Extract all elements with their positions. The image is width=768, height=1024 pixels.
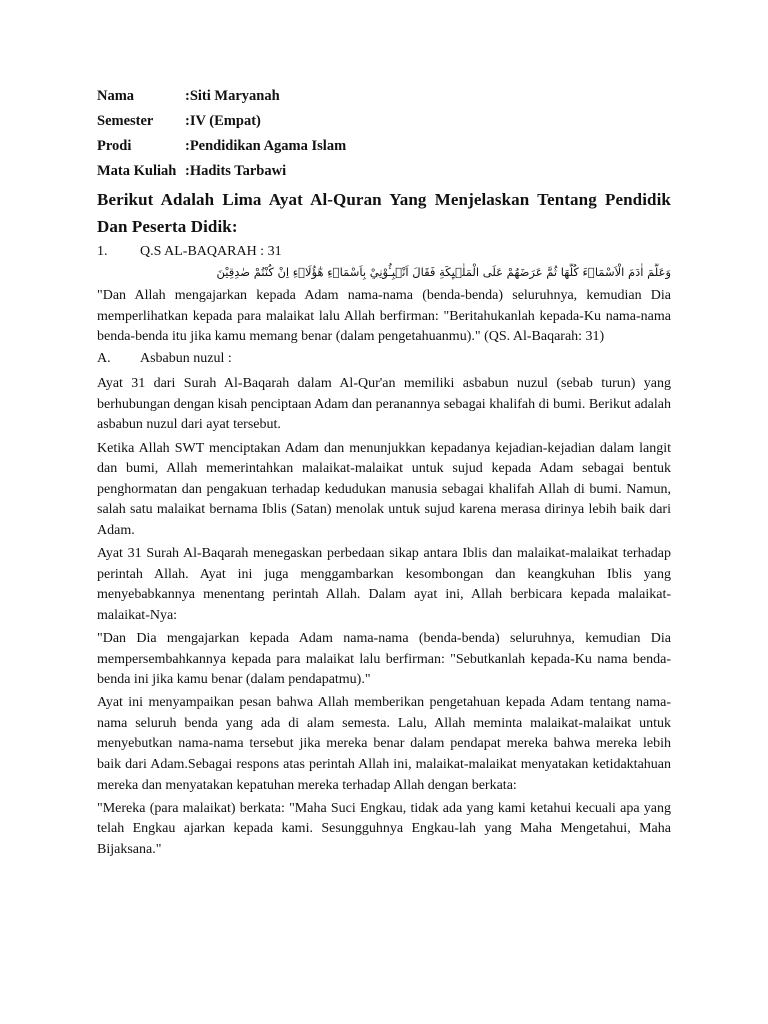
sub-heading-letter: A. xyxy=(97,351,111,367)
paragraph: Ayat 31 Surah Al-Baqarah menegaskan perbedaan sikap antara Iblis dan malaikat-malaikat terhadap perintah Allah. Ayat ini juga menggambarkan kesombongan dan keangkuhan Iblis yang menyebabkannya menentang perintah Allah. Dalam ayat ini, Allah berbicara kepada malaikat-malaikat-Nya: xyxy=(97,546,671,623)
info-row-semester xyxy=(97,111,671,136)
info-row-prodi xyxy=(97,136,671,161)
document-heading: Berikut Adalah Lima Ayat Al-Quran Yang Menjelaskan Tentang Pendidik Dan Peserta Didik: xyxy=(97,190,671,236)
info-row-nama xyxy=(97,86,671,111)
paragraph: Ketika Allah SWT menciptakan Adam dan menunjukkan kepadanya kejadian-kejadian dalam langit dan bumi, Allah memerintahkan malaikat-malaikat untuk sujud kepada Adam sebagai bentuk penghormatan dan pengakuan terhadap kedudukan manusia sebagai khalifah Allah di bumi. Namun, salah satu malaikat bernama Iblis (Satan) menolak untuk sujud karena merasa dirinya lebih baik dari Adam. xyxy=(97,440,671,538)
arabic-verse: وَعَلَّمَ اٰدَمَ الْاَسْمَاۤءَ كُلَّهَا ثُمَّ عَرَضَهُمْ عَلَى الْمَلٰۤىِٕكَةِ فَقَالَ اَنْۢبِـُٔوْنِيْ بِاَسْمَاۤءِ هٰٓؤُلَاۤءِ اِنْ كُنْتُمْ صٰدِقِيْنَ xyxy=(216,265,671,279)
verse-translation: "Dan Allah mengajarkan kepada Adam nama-nama (benda-benda) seluruhnya, kemudian Dia memperlihatkan kepada para malaikat lalu Allah berfirman: "Beritahukanlah kepada-Ku nama-nama benda-benda itu jika kamu memang benar (dalam pengetahuanmu)." (QS. Al-Baqarah: 31) xyxy=(97,288,671,345)
list-item-1 xyxy=(97,243,671,261)
quote-paragraph: "Mereka (para malaikat) berkata: "Maha Suci Engkau, tidak ada yang kami ketahui kecuali apa yang telah Engkau ajarkan kepada kami. Sesungguhnya Engkau-lah yang Maha Mengetahui, Maha Bijaksana." xyxy=(97,800,671,857)
info-label: Prodi xyxy=(97,138,132,154)
paragraph: Ayat ini menyampaikan pesan bahwa Allah memberikan pengetahuan kepada Adam tentang nama-nama seluruh benda yang ada di alam semesta. Lalu, Allah meminta malaikat-malaikat untuk menyebutkan nama-nama tersebut jika mereka benar dalam pendapat mereka bahwa mereka lebih baik dari Adam.Sebagai respons atas perintah Allah ini, malaikat-malaikat menyatakan ketidaktahuan mereka dan menyatakan kepatuhan mereka terhadap Allah dengan berkata: xyxy=(97,695,671,793)
info-label: Nama xyxy=(97,88,135,104)
info-row-mata-kuliah xyxy=(97,161,671,186)
list-number: 1. xyxy=(97,244,108,259)
info-label: Semester xyxy=(97,113,154,129)
info-value: :IV (Empat) xyxy=(185,113,261,129)
info-value: :Hadits Tarbawi xyxy=(185,163,287,179)
info-label: Mata Kuliah xyxy=(97,163,177,179)
document-body xyxy=(97,86,671,863)
student-info xyxy=(97,86,671,186)
info-value: :Siti Maryanah xyxy=(185,88,280,104)
sub-heading-a xyxy=(97,350,671,368)
list-item-title: Q.S AL-BAQARAH : 31 xyxy=(140,244,282,259)
info-value: :Pendidikan Agama Islam xyxy=(185,138,347,154)
sub-heading-text: Asbabun nuzul : xyxy=(140,351,232,367)
quote-paragraph: "Dan Dia mengajarkan kepada Adam nama-nama (benda-benda) seluruhnya, kemudian Dia mempersembahkannya kepada para malaikat lalu berfirman: "Sebutkanlah kepada-Ku nama benda-benda ini jika kamu benar (dalam pendapatmu)." xyxy=(97,630,671,688)
paragraph: Ayat 31 dari Surah Al-Baqarah dalam Al-Qur'an memiliki asbabun nuzul (sebab turun) yang berhubungan dengan kisah penciptaan Adam dan peranannya sebagai khalifah di bumi. Berikut adalah asbabun nuzul dari ayat tersebut. xyxy=(97,376,671,433)
